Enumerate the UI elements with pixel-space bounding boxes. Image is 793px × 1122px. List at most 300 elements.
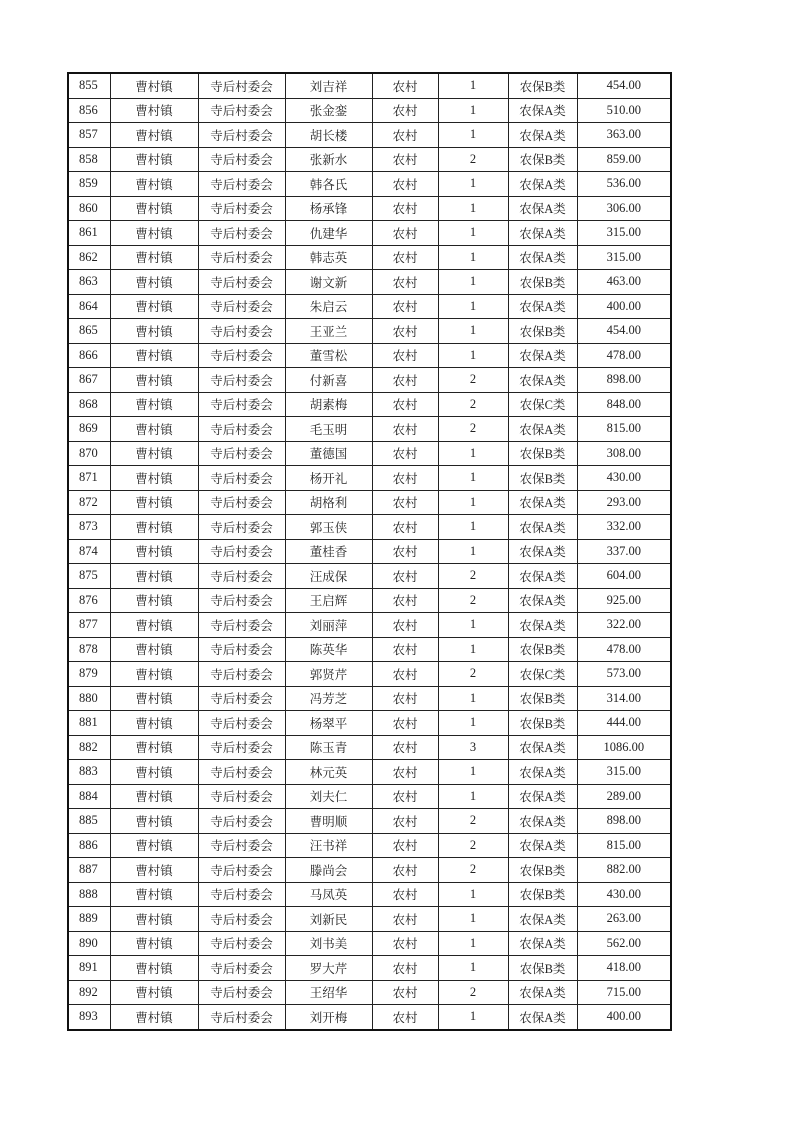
amount-cell: 322.00	[577, 613, 671, 638]
row-number-cell: 884	[68, 784, 110, 809]
name-cell: 郭玉侠	[285, 515, 372, 540]
village-committee-cell: 寺后村委会	[198, 319, 285, 344]
amount-cell: 263.00	[577, 907, 671, 932]
area-type-cell: 农村	[372, 73, 438, 98]
insurance-category-cell: 农保A类	[508, 760, 577, 785]
row-number-cell: 881	[68, 711, 110, 736]
row-number-cell: 875	[68, 564, 110, 589]
name-cell: 谢文新	[285, 270, 372, 295]
area-type-cell: 农村	[372, 539, 438, 564]
village-committee-cell: 寺后村委会	[198, 956, 285, 981]
row-number-cell: 861	[68, 221, 110, 246]
row-number-cell: 877	[68, 613, 110, 638]
town-cell: 曹村镇	[110, 1005, 198, 1030]
table-row	[68, 172, 671, 197]
area-type-cell: 农村	[372, 319, 438, 344]
area-type-cell: 农村	[372, 882, 438, 907]
village-committee-cell: 寺后村委会	[198, 98, 285, 123]
household-size-cell: 1	[438, 441, 508, 466]
row-number-cell: 870	[68, 441, 110, 466]
name-cell: 刘开梅	[285, 1005, 372, 1030]
household-size-cell: 1	[438, 270, 508, 295]
insurance-category-cell: 农保B类	[508, 319, 577, 344]
table-row	[68, 564, 671, 589]
insurance-category-cell: 农保B类	[508, 466, 577, 491]
town-cell: 曹村镇	[110, 123, 198, 148]
name-cell: 王绍华	[285, 980, 372, 1005]
row-number-cell: 868	[68, 392, 110, 417]
amount-cell: 363.00	[577, 123, 671, 148]
table-row	[68, 221, 671, 246]
table-row	[68, 196, 671, 221]
town-cell: 曹村镇	[110, 588, 198, 613]
name-cell: 刘吉祥	[285, 73, 372, 98]
town-cell: 曹村镇	[110, 490, 198, 515]
insurance-category-cell: 农保A类	[508, 564, 577, 589]
town-cell: 曹村镇	[110, 956, 198, 981]
name-cell: 杨开礼	[285, 466, 372, 491]
insurance-category-cell: 农保B类	[508, 956, 577, 981]
area-type-cell: 农村	[372, 466, 438, 491]
town-cell: 曹村镇	[110, 637, 198, 662]
table-row	[68, 931, 671, 956]
name-cell: 胡长楼	[285, 123, 372, 148]
insurance-category-cell: 农保A类	[508, 98, 577, 123]
name-cell: 付新喜	[285, 368, 372, 393]
insurance-category-cell: 农保A类	[508, 368, 577, 393]
area-type-cell: 农村	[372, 441, 438, 466]
village-committee-cell: 寺后村委会	[198, 270, 285, 295]
area-type-cell: 农村	[372, 147, 438, 172]
amount-cell: 536.00	[577, 172, 671, 197]
table-row	[68, 343, 671, 368]
row-number-cell: 886	[68, 833, 110, 858]
amount-cell: 315.00	[577, 221, 671, 246]
table-row	[68, 539, 671, 564]
village-committee-cell: 寺后村委会	[198, 931, 285, 956]
area-type-cell: 农村	[372, 809, 438, 834]
area-type-cell: 农村	[372, 564, 438, 589]
name-cell: 林元英	[285, 760, 372, 785]
name-cell: 曹明顺	[285, 809, 372, 834]
name-cell: 刘丽萍	[285, 613, 372, 638]
name-cell: 张新水	[285, 147, 372, 172]
row-number-cell: 889	[68, 907, 110, 932]
area-type-cell: 农村	[372, 956, 438, 981]
insurance-category-cell: 农保A类	[508, 613, 577, 638]
amount-cell: 454.00	[577, 73, 671, 98]
household-size-cell: 1	[438, 686, 508, 711]
table-row	[68, 760, 671, 785]
insurance-category-cell: 农保A类	[508, 809, 577, 834]
amount-cell: 898.00	[577, 368, 671, 393]
town-cell: 曹村镇	[110, 343, 198, 368]
town-cell: 曹村镇	[110, 809, 198, 834]
table-row	[68, 956, 671, 981]
name-cell: 刘夫仁	[285, 784, 372, 809]
amount-cell: 463.00	[577, 270, 671, 295]
table-row	[68, 662, 671, 687]
table-row	[68, 882, 671, 907]
household-size-cell: 2	[438, 662, 508, 687]
name-cell: 罗大芹	[285, 956, 372, 981]
row-number-cell: 858	[68, 147, 110, 172]
area-type-cell: 农村	[372, 980, 438, 1005]
town-cell: 曹村镇	[110, 931, 198, 956]
town-cell: 曹村镇	[110, 270, 198, 295]
insurance-category-cell: 农保A类	[508, 1005, 577, 1030]
amount-cell: 562.00	[577, 931, 671, 956]
table-row	[68, 858, 671, 883]
name-cell: 韩各氏	[285, 172, 372, 197]
table-row	[68, 466, 671, 491]
name-cell: 董雪松	[285, 343, 372, 368]
table-row	[68, 368, 671, 393]
household-size-cell: 1	[438, 907, 508, 932]
town-cell: 曹村镇	[110, 980, 198, 1005]
amount-cell: 1086.00	[577, 735, 671, 760]
name-cell: 郭贤芹	[285, 662, 372, 687]
village-committee-cell: 寺后村委会	[198, 637, 285, 662]
insurance-category-cell: 农保A类	[508, 245, 577, 270]
village-committee-cell: 寺后村委会	[198, 564, 285, 589]
name-cell: 董德国	[285, 441, 372, 466]
town-cell: 曹村镇	[110, 760, 198, 785]
insurance-category-cell: 农保B类	[508, 270, 577, 295]
area-type-cell: 农村	[372, 98, 438, 123]
village-committee-cell: 寺后村委会	[198, 980, 285, 1005]
row-number-cell: 873	[68, 515, 110, 540]
insurance-category-cell: 农保A类	[508, 515, 577, 540]
household-size-cell: 2	[438, 392, 508, 417]
insurance-category-cell: 农保B类	[508, 686, 577, 711]
insurance-category-cell: 农保A类	[508, 784, 577, 809]
amount-cell: 604.00	[577, 564, 671, 589]
amount-cell: 400.00	[577, 1005, 671, 1030]
area-type-cell: 农村	[372, 760, 438, 785]
amount-cell: 430.00	[577, 882, 671, 907]
insurance-category-cell: 农保B类	[508, 637, 577, 662]
beneficiary-table	[67, 72, 672, 1031]
town-cell: 曹村镇	[110, 466, 198, 491]
name-cell: 朱启云	[285, 294, 372, 319]
town-cell: 曹村镇	[110, 417, 198, 442]
household-size-cell: 1	[438, 1005, 508, 1030]
table-row	[68, 441, 671, 466]
household-size-cell: 1	[438, 882, 508, 907]
household-size-cell: 1	[438, 784, 508, 809]
amount-cell: 815.00	[577, 833, 671, 858]
town-cell: 曹村镇	[110, 858, 198, 883]
town-cell: 曹村镇	[110, 882, 198, 907]
village-committee-cell: 寺后村委会	[198, 858, 285, 883]
area-type-cell: 农村	[372, 637, 438, 662]
row-number-cell: 878	[68, 637, 110, 662]
table-row	[68, 907, 671, 932]
village-committee-cell: 寺后村委会	[198, 368, 285, 393]
table-row	[68, 417, 671, 442]
village-committee-cell: 寺后村委会	[198, 294, 285, 319]
household-size-cell: 1	[438, 515, 508, 540]
village-committee-cell: 寺后村委会	[198, 833, 285, 858]
area-type-cell: 农村	[372, 833, 438, 858]
town-cell: 曹村镇	[110, 245, 198, 270]
table-row	[68, 270, 671, 295]
town-cell: 曹村镇	[110, 147, 198, 172]
name-cell: 冯芳芝	[285, 686, 372, 711]
name-cell: 汪书祥	[285, 833, 372, 858]
amount-cell: 454.00	[577, 319, 671, 344]
row-number-cell: 859	[68, 172, 110, 197]
area-type-cell: 农村	[372, 613, 438, 638]
village-committee-cell: 寺后村委会	[198, 662, 285, 687]
table-row	[68, 294, 671, 319]
name-cell: 王启辉	[285, 588, 372, 613]
village-committee-cell: 寺后村委会	[198, 172, 285, 197]
area-type-cell: 农村	[372, 735, 438, 760]
row-number-cell: 871	[68, 466, 110, 491]
household-size-cell: 3	[438, 735, 508, 760]
town-cell: 曹村镇	[110, 441, 198, 466]
insurance-category-cell: 农保A类	[508, 735, 577, 760]
insurance-category-cell: 农保A类	[508, 588, 577, 613]
insurance-category-cell: 农保A类	[508, 833, 577, 858]
town-cell: 曹村镇	[110, 221, 198, 246]
amount-cell: 315.00	[577, 760, 671, 785]
table-row	[68, 515, 671, 540]
row-number-cell: 866	[68, 343, 110, 368]
insurance-category-cell: 农保A类	[508, 490, 577, 515]
household-size-cell: 1	[438, 637, 508, 662]
area-type-cell: 农村	[372, 294, 438, 319]
village-committee-cell: 寺后村委会	[198, 490, 285, 515]
name-cell: 刘书美	[285, 931, 372, 956]
household-size-cell: 2	[438, 980, 508, 1005]
household-size-cell: 1	[438, 760, 508, 785]
insurance-category-cell: 农保B类	[508, 882, 577, 907]
insurance-category-cell: 农保A类	[508, 123, 577, 148]
village-committee-cell: 寺后村委会	[198, 417, 285, 442]
table-row	[68, 490, 671, 515]
amount-cell: 430.00	[577, 466, 671, 491]
table-row	[68, 784, 671, 809]
household-size-cell: 2	[438, 858, 508, 883]
village-committee-cell: 寺后村委会	[198, 196, 285, 221]
area-type-cell: 农村	[372, 588, 438, 613]
row-number-cell: 867	[68, 368, 110, 393]
village-committee-cell: 寺后村委会	[198, 735, 285, 760]
amount-cell: 815.00	[577, 417, 671, 442]
name-cell: 仇建华	[285, 221, 372, 246]
amount-cell: 293.00	[577, 490, 671, 515]
village-committee-cell: 寺后村委会	[198, 441, 285, 466]
town-cell: 曹村镇	[110, 662, 198, 687]
area-type-cell: 农村	[372, 1005, 438, 1030]
insurance-category-cell: 农保A类	[508, 172, 577, 197]
household-size-cell: 2	[438, 417, 508, 442]
village-committee-cell: 寺后村委会	[198, 760, 285, 785]
row-number-cell: 862	[68, 245, 110, 270]
amount-cell: 418.00	[577, 956, 671, 981]
name-cell: 王亚兰	[285, 319, 372, 344]
household-size-cell: 1	[438, 98, 508, 123]
row-number-cell: 857	[68, 123, 110, 148]
village-committee-cell: 寺后村委会	[198, 221, 285, 246]
amount-cell: 925.00	[577, 588, 671, 613]
amount-cell: 848.00	[577, 392, 671, 417]
household-size-cell: 2	[438, 809, 508, 834]
amount-cell: 400.00	[577, 294, 671, 319]
table-row	[68, 123, 671, 148]
area-type-cell: 农村	[372, 196, 438, 221]
row-number-cell: 892	[68, 980, 110, 1005]
amount-cell: 510.00	[577, 98, 671, 123]
name-cell: 滕尚会	[285, 858, 372, 883]
village-committee-cell: 寺后村委会	[198, 686, 285, 711]
area-type-cell: 农村	[372, 417, 438, 442]
household-size-cell: 1	[438, 539, 508, 564]
town-cell: 曹村镇	[110, 73, 198, 98]
town-cell: 曹村镇	[110, 735, 198, 760]
row-number-cell: 874	[68, 539, 110, 564]
name-cell: 张金銮	[285, 98, 372, 123]
row-number-cell: 864	[68, 294, 110, 319]
insurance-category-cell: 农保A类	[508, 417, 577, 442]
village-committee-cell: 寺后村委会	[198, 147, 285, 172]
household-size-cell: 1	[438, 73, 508, 98]
amount-cell: 478.00	[577, 343, 671, 368]
insurance-category-cell: 农保A类	[508, 907, 577, 932]
town-cell: 曹村镇	[110, 319, 198, 344]
town-cell: 曹村镇	[110, 564, 198, 589]
name-cell: 汪成保	[285, 564, 372, 589]
household-size-cell: 1	[438, 490, 508, 515]
insurance-category-cell: 农保A类	[508, 221, 577, 246]
row-number-cell: 890	[68, 931, 110, 956]
area-type-cell: 农村	[372, 270, 438, 295]
name-cell: 胡格利	[285, 490, 372, 515]
row-number-cell: 888	[68, 882, 110, 907]
table-row	[68, 809, 671, 834]
village-committee-cell: 寺后村委会	[198, 1005, 285, 1030]
household-size-cell: 2	[438, 368, 508, 393]
village-committee-cell: 寺后村委会	[198, 245, 285, 270]
insurance-category-cell: 农保B类	[508, 858, 577, 883]
area-type-cell: 农村	[372, 931, 438, 956]
household-size-cell: 1	[438, 172, 508, 197]
village-committee-cell: 寺后村委会	[198, 588, 285, 613]
village-committee-cell: 寺后村委会	[198, 907, 285, 932]
name-cell: 胡素梅	[285, 392, 372, 417]
amount-cell: 308.00	[577, 441, 671, 466]
household-size-cell: 1	[438, 931, 508, 956]
amount-cell: 898.00	[577, 809, 671, 834]
name-cell: 杨承锋	[285, 196, 372, 221]
row-number-cell: 880	[68, 686, 110, 711]
village-committee-cell: 寺后村委会	[198, 784, 285, 809]
name-cell: 董桂香	[285, 539, 372, 564]
area-type-cell: 农村	[372, 343, 438, 368]
amount-cell: 315.00	[577, 245, 671, 270]
table-row	[68, 392, 671, 417]
insurance-category-cell: 农保A类	[508, 294, 577, 319]
row-number-cell: 863	[68, 270, 110, 295]
village-committee-cell: 寺后村委会	[198, 123, 285, 148]
insurance-category-cell: 农保A类	[508, 539, 577, 564]
insurance-category-cell: 农保B类	[508, 711, 577, 736]
row-number-cell: 883	[68, 760, 110, 785]
table-row	[68, 147, 671, 172]
area-type-cell: 农村	[372, 711, 438, 736]
row-number-cell: 865	[68, 319, 110, 344]
table-row	[68, 98, 671, 123]
household-size-cell: 1	[438, 343, 508, 368]
household-size-cell: 2	[438, 833, 508, 858]
town-cell: 曹村镇	[110, 711, 198, 736]
household-size-cell: 1	[438, 245, 508, 270]
amount-cell: 314.00	[577, 686, 671, 711]
row-number-cell: 856	[68, 98, 110, 123]
area-type-cell: 农村	[372, 221, 438, 246]
area-type-cell: 农村	[372, 392, 438, 417]
area-type-cell: 农村	[372, 172, 438, 197]
area-type-cell: 农村	[372, 784, 438, 809]
amount-cell: 478.00	[577, 637, 671, 662]
table-row	[68, 1005, 671, 1030]
area-type-cell: 农村	[372, 368, 438, 393]
town-cell: 曹村镇	[110, 907, 198, 932]
name-cell: 毛玉明	[285, 417, 372, 442]
name-cell: 刘新民	[285, 907, 372, 932]
town-cell: 曹村镇	[110, 833, 198, 858]
town-cell: 曹村镇	[110, 613, 198, 638]
village-committee-cell: 寺后村委会	[198, 343, 285, 368]
name-cell: 杨翠平	[285, 711, 372, 736]
household-size-cell: 1	[438, 294, 508, 319]
area-type-cell: 农村	[372, 686, 438, 711]
household-size-cell: 2	[438, 588, 508, 613]
town-cell: 曹村镇	[110, 98, 198, 123]
table-row	[68, 319, 671, 344]
area-type-cell: 农村	[372, 662, 438, 687]
amount-cell: 332.00	[577, 515, 671, 540]
insurance-category-cell: 农保A类	[508, 196, 577, 221]
household-size-cell: 1	[438, 221, 508, 246]
town-cell: 曹村镇	[110, 539, 198, 564]
amount-cell: 337.00	[577, 539, 671, 564]
table-row	[68, 711, 671, 736]
village-committee-cell: 寺后村委会	[198, 711, 285, 736]
village-committee-cell: 寺后村委会	[198, 809, 285, 834]
household-size-cell: 1	[438, 196, 508, 221]
area-type-cell: 农村	[372, 123, 438, 148]
table-row	[68, 637, 671, 662]
area-type-cell: 农村	[372, 490, 438, 515]
town-cell: 曹村镇	[110, 196, 198, 221]
row-number-cell: 885	[68, 809, 110, 834]
village-committee-cell: 寺后村委会	[198, 515, 285, 540]
village-committee-cell: 寺后村委会	[198, 613, 285, 638]
insurance-category-cell: 农保A类	[508, 980, 577, 1005]
row-number-cell: 879	[68, 662, 110, 687]
insurance-category-cell: 农保A类	[508, 343, 577, 368]
table-row	[68, 833, 671, 858]
row-number-cell: 872	[68, 490, 110, 515]
insurance-category-cell: 农保B类	[508, 147, 577, 172]
row-number-cell: 893	[68, 1005, 110, 1030]
name-cell: 韩志英	[285, 245, 372, 270]
row-number-cell: 860	[68, 196, 110, 221]
